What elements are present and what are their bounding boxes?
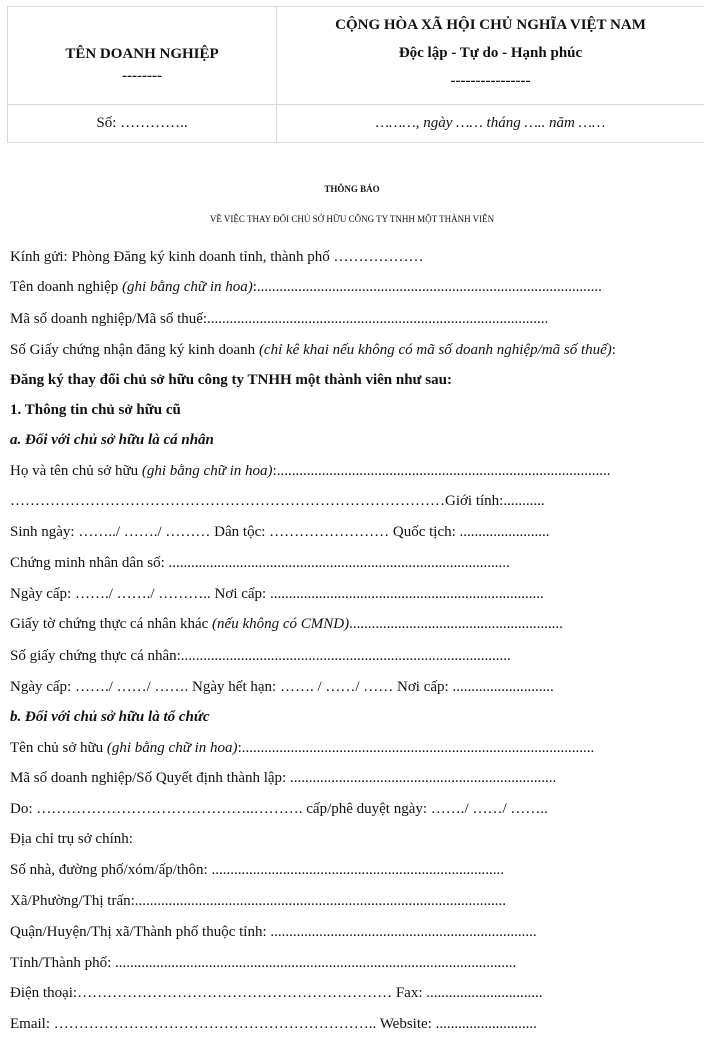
note: (chỉ kê khai nếu không có mã số doanh nghiệp/mã số thuế) [258, 342, 612, 358]
section-1-heading: 1. Thông tin chủ sở hữu cũ [10, 402, 181, 418]
org-code-line: Mã số doanh nghiệp/Số Quyết định thành lập: ....................................................................... [10, 770, 557, 786]
address-heading: Địa chỉ trụ sở chính: [10, 831, 133, 847]
company-dash: -------- [122, 67, 162, 84]
nation-cell [277, 7, 704, 105]
label: Họ và tên chủ sở hữu [10, 463, 142, 479]
fill: ......................................................... [349, 616, 563, 632]
tax-code-line: Mã số doanh nghiệp/Mã số thuế:........................................................................................... [10, 311, 549, 327]
street-line: Số nhà, đường phố/xóm/ấp/thôn: .............................................................................. [10, 862, 504, 878]
company-label: TÊN DOANH NGHIỆP [65, 45, 219, 62]
fill: :............................................................................................ [252, 279, 602, 295]
district-line: Quận/Huyện/Thị xã/Thành phố thuộc tỉnh: ....................................................................... [10, 924, 537, 940]
section-a-heading: a. Đối với chủ sở hữu là cá nhân [10, 432, 214, 448]
id-issue-line: Ngày cấp: ……./ ……./ ……….. Nơi cấp: ......................................................................... [10, 586, 544, 602]
ward-line: Xã/Phường/Thị trấn:................................................................................................... [10, 893, 507, 909]
label: Tên doanh nghiệp [10, 279, 123, 295]
company-name-line [10, 277, 602, 297]
id-number-line: Chứng minh nhân dân số: ........................................................................................... [10, 555, 510, 571]
birth-line: Sinh ngày: ……../ ……./ ……… Dân tộc: …………………… Quốc tịch: ........................ [10, 524, 550, 540]
phone-fax-line: Điện thoại:……………………………………………………… Fax: ............................... [10, 985, 543, 1001]
gender-line: ……………………………………………………………………………Giới tính:........... [10, 493, 545, 509]
email-website-line: Email: ……………………………………………………….. Website: ........................... [10, 1016, 537, 1032]
document-date: ………, ngày …… tháng ….. năm …… [277, 105, 704, 143]
org-name-line [10, 738, 594, 758]
section-b-heading: b. Đối với chủ sở hữu là tổ chức [10, 709, 210, 725]
business-cert-line [10, 340, 616, 360]
nation-title: CỘNG HÒA XÃ HỘI CHỦ NGHĨA VIỆT NAM [335, 16, 646, 33]
label: Số Giấy chứng nhận đăng ký kinh doanh [10, 342, 259, 358]
other-id-issue-line: Ngày cấp: ……./ ……/ ……. Ngày hết hạn: ……. / ……/ …… Nơi cấp: ........................... [10, 679, 554, 695]
doc-subtitle: VỀ VIỆC THAY ĐỔI CHỦ SỞ HỮU CÔNG TY TNHH MỘT THÀNH VIÊN [209, 214, 495, 224]
recipient-line: Kính gửi: Phòng Đăng ký kinh doanh tỉnh, thành phố ……………… [10, 249, 424, 265]
other-id-number-line: Số giấy chứng thực cá nhân:........................................................................................ [10, 648, 511, 664]
owner-name-line [10, 461, 610, 481]
motto: Độc lập - Tự do - Hạnh phúc [398, 44, 583, 61]
note: (ghi bằng chữ in hoa) [122, 279, 253, 295]
doc-title: THÔNG BÁO [324, 184, 380, 194]
province-line: Tỉnh/Thành phố: ........................................................................................................... [10, 955, 517, 971]
fill: :......................................................................................... [272, 463, 611, 479]
label: Giấy tờ chứng thực cá nhân khác [10, 616, 213, 632]
note: (ghi bằng chữ in hoa) [141, 463, 273, 479]
issued-by-line: Do: ……………………………………..………. cấp/phê duyệt ngày: ……./ ……/ …….. [10, 801, 548, 817]
fill: :.............................................................................................. [237, 740, 595, 756]
document-number: Số: ………….. [8, 105, 277, 143]
note: (ghi bằng chữ in hoa) [106, 740, 238, 756]
register-heading: Đăng ký thay đổi chủ sở hữu công ty TNHH một thành viên như sau: [10, 372, 452, 388]
note: (nếu không có CMND) [212, 616, 350, 632]
other-id-line [10, 614, 563, 634]
fill: : [611, 342, 616, 358]
motto-dash: ---------------- [450, 72, 531, 89]
label: Tên chủ sở hữu [10, 740, 107, 756]
header-table [7, 6, 704, 143]
company-cell [8, 7, 277, 105]
